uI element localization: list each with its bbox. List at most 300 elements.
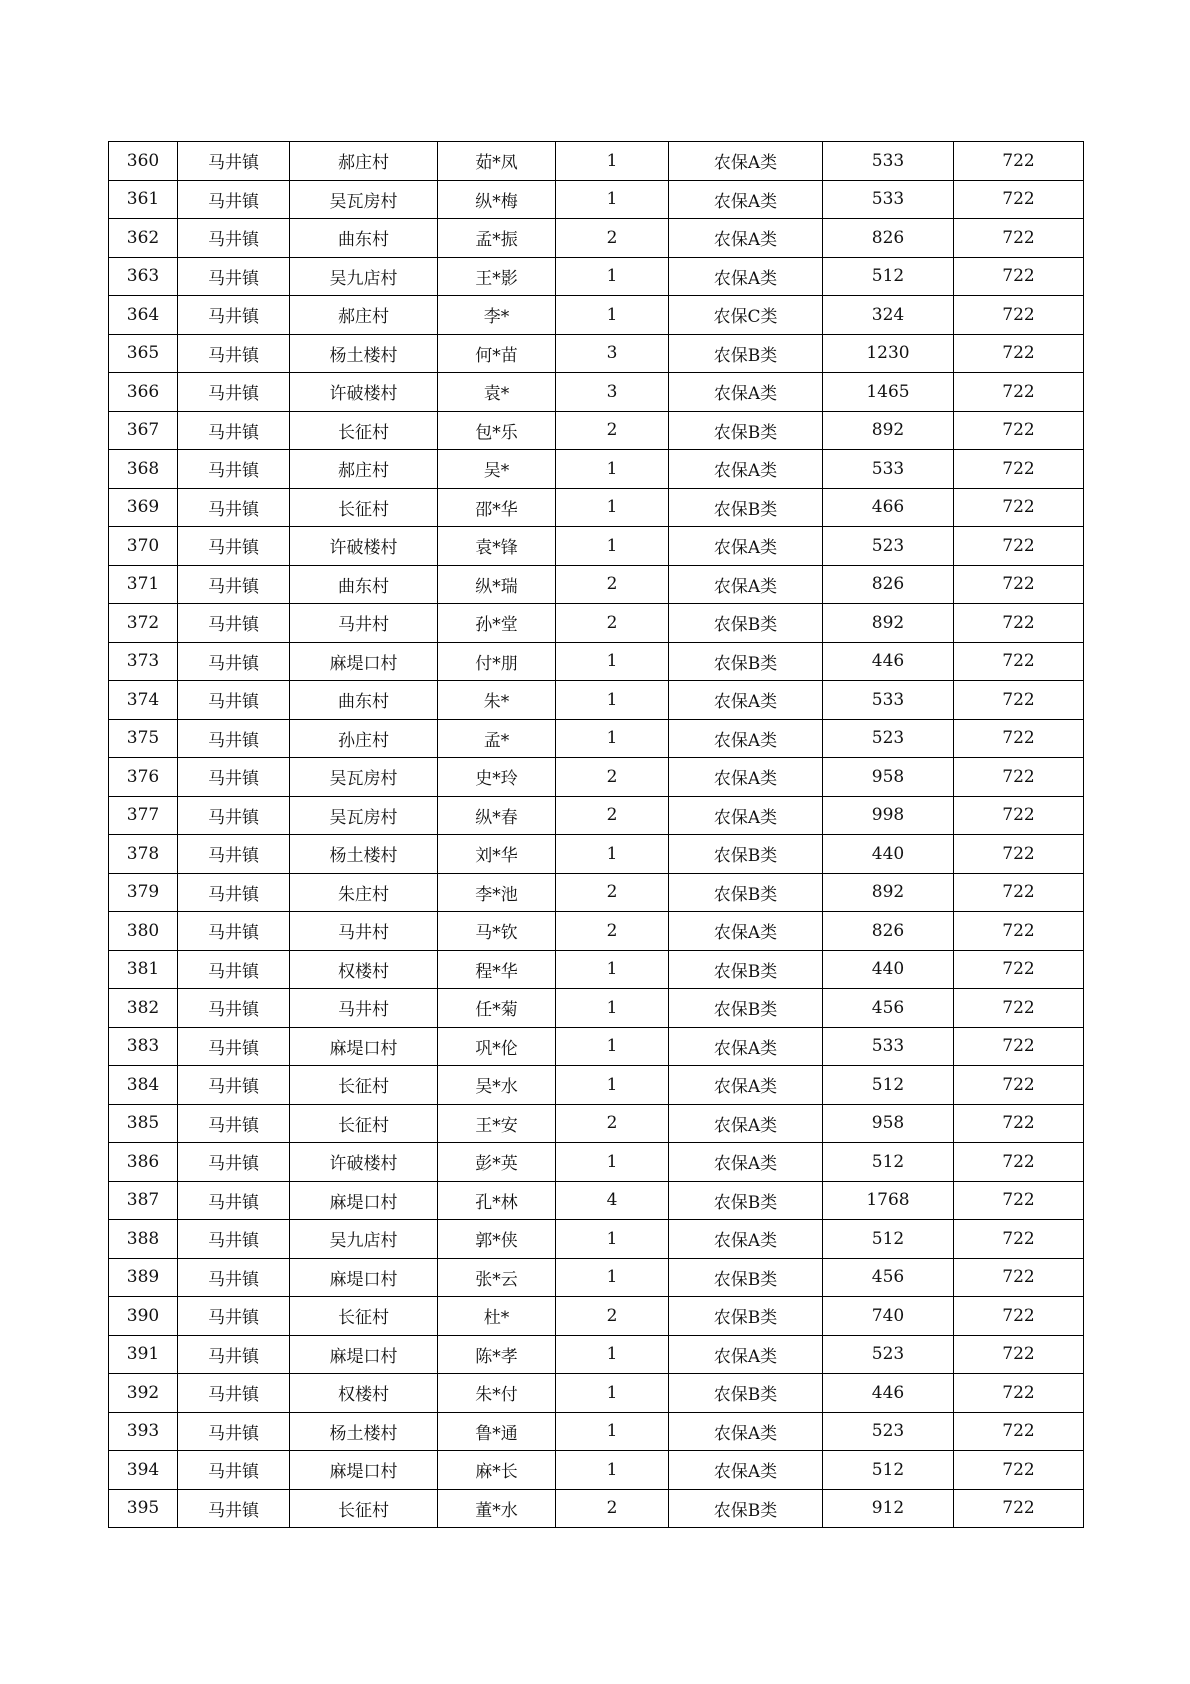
cell-town: 马井镇: [178, 1374, 290, 1413]
cell-name: 巩*伦: [438, 1027, 556, 1066]
table-row: [109, 373, 1084, 412]
cell-serial-number: 370: [109, 527, 178, 566]
cell-standard: 722: [954, 1181, 1084, 1220]
cell-serial-number: 380: [109, 912, 178, 951]
cell-household-size: 1: [556, 1143, 669, 1182]
cell-village: 许破楼村: [290, 1143, 438, 1182]
cell-village: 吴九店村: [290, 257, 438, 296]
table-row: [109, 950, 1084, 989]
cell-amount: 512: [823, 257, 954, 296]
cell-household-size: 1: [556, 257, 669, 296]
cell-serial-number: 378: [109, 835, 178, 874]
table-row: [109, 219, 1084, 258]
table-row: [109, 835, 1084, 874]
cell-standard: 722: [954, 1104, 1084, 1143]
cell-name: 张*云: [438, 1258, 556, 1297]
table-row: [109, 1335, 1084, 1374]
cell-insurance-category: 农保A类: [669, 219, 823, 258]
cell-household-size: 1: [556, 989, 669, 1028]
table-row: [109, 1374, 1084, 1413]
cell-insurance-category: 农保B类: [669, 1258, 823, 1297]
table-row: [109, 1412, 1084, 1451]
cell-serial-number: 381: [109, 950, 178, 989]
cell-standard: 722: [954, 1374, 1084, 1413]
cell-name: 茹*凤: [438, 142, 556, 181]
cell-standard: 722: [954, 411, 1084, 450]
cell-serial-number: 392: [109, 1374, 178, 1413]
cell-town: 马井镇: [178, 1027, 290, 1066]
cell-insurance-category: 农保A类: [669, 912, 823, 951]
cell-household-size: 3: [556, 373, 669, 412]
cell-insurance-category: 农保B类: [669, 835, 823, 874]
cell-town: 马井镇: [178, 1412, 290, 1451]
cell-serial-number: 377: [109, 796, 178, 835]
cell-insurance-category: 农保B类: [669, 411, 823, 450]
cell-town: 马井镇: [178, 1489, 290, 1528]
cell-household-size: 1: [556, 527, 669, 566]
cell-village: 权楼村: [290, 950, 438, 989]
cell-town: 马井镇: [178, 681, 290, 720]
cell-serial-number: 384: [109, 1066, 178, 1105]
cell-amount: 440: [823, 950, 954, 989]
cell-amount: 826: [823, 912, 954, 951]
cell-name: 李*池: [438, 873, 556, 912]
cell-name: 纵*梅: [438, 180, 556, 219]
cell-village: 曲东村: [290, 681, 438, 720]
table-row: [109, 257, 1084, 296]
table-row: [109, 1143, 1084, 1182]
cell-name: 包*乐: [438, 411, 556, 450]
cell-serial-number: 364: [109, 296, 178, 335]
cell-village: 麻堤口村: [290, 1027, 438, 1066]
cell-town: 马井镇: [178, 180, 290, 219]
cell-village: 麻堤口村: [290, 1335, 438, 1374]
cell-name: 孟*: [438, 719, 556, 758]
cell-village: 麻堤口村: [290, 642, 438, 681]
cell-town: 马井镇: [178, 450, 290, 489]
cell-amount: 523: [823, 527, 954, 566]
cell-name: 董*水: [438, 1489, 556, 1528]
cell-household-size: 1: [556, 1066, 669, 1105]
cell-household-size: 1: [556, 142, 669, 181]
cell-insurance-category: 农保A类: [669, 758, 823, 797]
cell-insurance-category: 农保B类: [669, 1489, 823, 1528]
cell-name: 朱*: [438, 681, 556, 720]
cell-household-size: 1: [556, 1220, 669, 1259]
cell-insurance-category: 农保C类: [669, 296, 823, 335]
cell-insurance-category: 农保A类: [669, 142, 823, 181]
cell-village: 朱庄村: [290, 873, 438, 912]
cell-town: 马井镇: [178, 527, 290, 566]
cell-serial-number: 379: [109, 873, 178, 912]
cell-town: 马井镇: [178, 1066, 290, 1105]
cell-amount: 826: [823, 565, 954, 604]
cell-standard: 722: [954, 604, 1084, 643]
cell-name: 孟*振: [438, 219, 556, 258]
cell-town: 马井镇: [178, 1181, 290, 1220]
cell-serial-number: 363: [109, 257, 178, 296]
cell-town: 马井镇: [178, 1335, 290, 1374]
cell-insurance-category: 农保A类: [669, 1104, 823, 1143]
cell-amount: 456: [823, 989, 954, 1028]
cell-serial-number: 371: [109, 565, 178, 604]
cell-household-size: 1: [556, 719, 669, 758]
cell-household-size: 1: [556, 835, 669, 874]
table-row: [109, 1489, 1084, 1528]
cell-town: 马井镇: [178, 604, 290, 643]
cell-standard: 722: [954, 912, 1084, 951]
cell-insurance-category: 农保B类: [669, 1181, 823, 1220]
cell-standard: 722: [954, 835, 1084, 874]
table-row: [109, 527, 1084, 566]
cell-insurance-category: 农保A类: [669, 373, 823, 412]
table-row: [109, 1258, 1084, 1297]
cell-name: 郭*侠: [438, 1220, 556, 1259]
cell-amount: 446: [823, 1374, 954, 1413]
cell-serial-number: 369: [109, 488, 178, 527]
cell-village: 吴瓦房村: [290, 180, 438, 219]
cell-insurance-category: 农保A类: [669, 565, 823, 604]
cell-amount: 533: [823, 450, 954, 489]
cell-village: 马井村: [290, 912, 438, 951]
table-row: [109, 796, 1084, 835]
cell-insurance-category: 农保B类: [669, 642, 823, 681]
cell-town: 马井镇: [178, 758, 290, 797]
cell-amount: 998: [823, 796, 954, 835]
cell-serial-number: 383: [109, 1027, 178, 1066]
cell-serial-number: 366: [109, 373, 178, 412]
cell-name: 陈*孝: [438, 1335, 556, 1374]
cell-standard: 722: [954, 180, 1084, 219]
cell-insurance-category: 农保A类: [669, 1335, 823, 1374]
cell-standard: 722: [954, 565, 1084, 604]
cell-household-size: 1: [556, 642, 669, 681]
cell-household-size: 1: [556, 1027, 669, 1066]
cell-village: 许破楼村: [290, 527, 438, 566]
table-row: [109, 1066, 1084, 1105]
table-row: [109, 1027, 1084, 1066]
cell-name: 史*玲: [438, 758, 556, 797]
cell-village: 长征村: [290, 411, 438, 450]
cell-insurance-category: 农保B类: [669, 334, 823, 373]
table-row: [109, 1297, 1084, 1336]
cell-household-size: 2: [556, 873, 669, 912]
cell-town: 马井镇: [178, 296, 290, 335]
cell-household-size: 4: [556, 1181, 669, 1220]
cell-name: 吴*: [438, 450, 556, 489]
cell-insurance-category: 农保A类: [669, 681, 823, 720]
cell-amount: 512: [823, 1066, 954, 1105]
table-row: [109, 296, 1084, 335]
cell-village: 麻堤口村: [290, 1258, 438, 1297]
cell-amount: 446: [823, 642, 954, 681]
table-row: [109, 180, 1084, 219]
cell-standard: 722: [954, 1297, 1084, 1336]
table-row: [109, 604, 1084, 643]
cell-village: 杨土楼村: [290, 835, 438, 874]
cell-serial-number: 361: [109, 180, 178, 219]
cell-household-size: 1: [556, 296, 669, 335]
cell-town: 马井镇: [178, 950, 290, 989]
cell-insurance-category: 农保A类: [669, 527, 823, 566]
cell-insurance-category: 农保B类: [669, 989, 823, 1028]
cell-town: 马井镇: [178, 873, 290, 912]
cell-standard: 722: [954, 758, 1084, 797]
cell-serial-number: 372: [109, 604, 178, 643]
cell-serial-number: 390: [109, 1297, 178, 1336]
cell-village: 杨土楼村: [290, 1412, 438, 1451]
cell-name: 王*影: [438, 257, 556, 296]
cell-village: 许破楼村: [290, 373, 438, 412]
cell-household-size: 2: [556, 604, 669, 643]
cell-household-size: 1: [556, 1258, 669, 1297]
cell-village: 长征村: [290, 1489, 438, 1528]
cell-name: 王*安: [438, 1104, 556, 1143]
cell-village: 吴九店村: [290, 1220, 438, 1259]
cell-household-size: 3: [556, 334, 669, 373]
cell-town: 马井镇: [178, 912, 290, 951]
cell-town: 马井镇: [178, 642, 290, 681]
cell-town: 马井镇: [178, 719, 290, 758]
cell-serial-number: 360: [109, 142, 178, 181]
cell-town: 马井镇: [178, 1258, 290, 1297]
cell-insurance-category: 农保B类: [669, 488, 823, 527]
table-row: [109, 758, 1084, 797]
cell-household-size: 1: [556, 681, 669, 720]
cell-name: 彭*英: [438, 1143, 556, 1182]
cell-serial-number: 365: [109, 334, 178, 373]
cell-name: 朱*付: [438, 1374, 556, 1413]
cell-name: 刘*华: [438, 835, 556, 874]
cell-name: 付*朋: [438, 642, 556, 681]
cell-amount: 523: [823, 1335, 954, 1374]
cell-village: 郝庄村: [290, 450, 438, 489]
cell-amount: 1465: [823, 373, 954, 412]
cell-village: 麻堤口村: [290, 1451, 438, 1490]
cell-name: 马*钦: [438, 912, 556, 951]
cell-amount: 512: [823, 1220, 954, 1259]
cell-insurance-category: 农保A类: [669, 1220, 823, 1259]
cell-household-size: 2: [556, 1297, 669, 1336]
cell-name: 纵*春: [438, 796, 556, 835]
cell-household-size: 2: [556, 912, 669, 951]
cell-insurance-category: 农保B类: [669, 873, 823, 912]
cell-serial-number: 391: [109, 1335, 178, 1374]
cell-amount: 892: [823, 873, 954, 912]
cell-amount: 466: [823, 488, 954, 527]
cell-amount: 533: [823, 180, 954, 219]
cell-serial-number: 385: [109, 1104, 178, 1143]
cell-standard: 722: [954, 1258, 1084, 1297]
cell-standard: 722: [954, 334, 1084, 373]
cell-standard: 722: [954, 1066, 1084, 1105]
cell-standard: 722: [954, 488, 1084, 527]
cell-insurance-category: 农保A类: [669, 1451, 823, 1490]
cell-amount: 740: [823, 1297, 954, 1336]
cell-standard: 722: [954, 1335, 1084, 1374]
cell-amount: 533: [823, 1027, 954, 1066]
cell-serial-number: 387: [109, 1181, 178, 1220]
cell-insurance-category: 农保B类: [669, 604, 823, 643]
cell-village: 权楼村: [290, 1374, 438, 1413]
cell-amount: 1768: [823, 1181, 954, 1220]
cell-serial-number: 393: [109, 1412, 178, 1451]
beneficiary-table: [108, 141, 1084, 1528]
cell-amount: 523: [823, 719, 954, 758]
cell-serial-number: 375: [109, 719, 178, 758]
cell-insurance-category: 农保A类: [669, 1027, 823, 1066]
cell-village: 长征村: [290, 488, 438, 527]
cell-standard: 722: [954, 642, 1084, 681]
cell-amount: 892: [823, 604, 954, 643]
cell-amount: 826: [823, 219, 954, 258]
cell-village: 马井村: [290, 604, 438, 643]
cell-village: 长征村: [290, 1104, 438, 1143]
cell-standard: 722: [954, 1489, 1084, 1528]
cell-village: 吴瓦房村: [290, 758, 438, 797]
cell-town: 马井镇: [178, 373, 290, 412]
table-row: [109, 411, 1084, 450]
cell-serial-number: 389: [109, 1258, 178, 1297]
cell-insurance-category: 农保A类: [669, 796, 823, 835]
cell-amount: 512: [823, 1451, 954, 1490]
cell-standard: 722: [954, 873, 1084, 912]
cell-village: 麻堤口村: [290, 1181, 438, 1220]
cell-household-size: 1: [556, 450, 669, 489]
cell-serial-number: 374: [109, 681, 178, 720]
cell-village: 曲东村: [290, 565, 438, 604]
cell-town: 马井镇: [178, 989, 290, 1028]
cell-amount: 958: [823, 1104, 954, 1143]
cell-serial-number: 395: [109, 1489, 178, 1528]
cell-standard: 722: [954, 1220, 1084, 1259]
cell-standard: 722: [954, 1451, 1084, 1490]
cell-name: 孙*堂: [438, 604, 556, 643]
table-row: [109, 1451, 1084, 1490]
cell-village: 马井村: [290, 989, 438, 1028]
cell-village: 曲东村: [290, 219, 438, 258]
cell-serial-number: 386: [109, 1143, 178, 1182]
cell-standard: 722: [954, 1027, 1084, 1066]
cell-amount: 958: [823, 758, 954, 797]
table-row: [109, 642, 1084, 681]
cell-town: 马井镇: [178, 411, 290, 450]
cell-household-size: 1: [556, 950, 669, 989]
cell-town: 马井镇: [178, 1220, 290, 1259]
cell-insurance-category: 农保B类: [669, 950, 823, 989]
cell-serial-number: 376: [109, 758, 178, 797]
cell-standard: 722: [954, 296, 1084, 335]
cell-town: 马井镇: [178, 334, 290, 373]
cell-household-size: 2: [556, 565, 669, 604]
cell-name: 何*苗: [438, 334, 556, 373]
cell-amount: 523: [823, 1412, 954, 1451]
cell-village: 郝庄村: [290, 296, 438, 335]
cell-name: 袁*: [438, 373, 556, 412]
cell-insurance-category: 农保A类: [669, 1143, 823, 1182]
cell-standard: 722: [954, 989, 1084, 1028]
cell-insurance-category: 农保A类: [669, 450, 823, 489]
cell-household-size: 2: [556, 1104, 669, 1143]
table-row: [109, 989, 1084, 1028]
cell-town: 马井镇: [178, 565, 290, 604]
cell-household-size: 1: [556, 1335, 669, 1374]
cell-standard: 722: [954, 719, 1084, 758]
cell-standard: 722: [954, 681, 1084, 720]
table-row: [109, 912, 1084, 951]
cell-standard: 722: [954, 796, 1084, 835]
cell-household-size: 2: [556, 758, 669, 797]
cell-village: 长征村: [290, 1066, 438, 1105]
cell-standard: 722: [954, 257, 1084, 296]
cell-household-size: 2: [556, 219, 669, 258]
cell-household-size: 2: [556, 411, 669, 450]
table-row: [109, 488, 1084, 527]
cell-standard: 722: [954, 450, 1084, 489]
cell-name: 袁*锋: [438, 527, 556, 566]
cell-standard: 722: [954, 1143, 1084, 1182]
cell-amount: 324: [823, 296, 954, 335]
cell-insurance-category: 农保A类: [669, 1412, 823, 1451]
cell-amount: 892: [823, 411, 954, 450]
cell-name: 吴*水: [438, 1066, 556, 1105]
cell-name: 任*菊: [438, 989, 556, 1028]
cell-serial-number: 368: [109, 450, 178, 489]
table-row: [109, 873, 1084, 912]
cell-insurance-category: 农保A类: [669, 180, 823, 219]
cell-insurance-category: 农保B类: [669, 1297, 823, 1336]
cell-standard: 722: [954, 1412, 1084, 1451]
table-row: [109, 681, 1084, 720]
table-row: [109, 1220, 1084, 1259]
cell-standard: 722: [954, 950, 1084, 989]
cell-name: 李*: [438, 296, 556, 335]
cell-name: 杜*: [438, 1297, 556, 1336]
cell-town: 马井镇: [178, 219, 290, 258]
cell-town: 马井镇: [178, 1297, 290, 1336]
table-row: [109, 450, 1084, 489]
cell-serial-number: 394: [109, 1451, 178, 1490]
cell-amount: 533: [823, 142, 954, 181]
cell-amount: 533: [823, 681, 954, 720]
cell-amount: 512: [823, 1143, 954, 1182]
cell-name: 邵*华: [438, 488, 556, 527]
cell-town: 马井镇: [178, 142, 290, 181]
cell-household-size: 1: [556, 1374, 669, 1413]
cell-village: 吴瓦房村: [290, 796, 438, 835]
cell-serial-number: 382: [109, 989, 178, 1028]
cell-town: 马井镇: [178, 796, 290, 835]
cell-household-size: 1: [556, 488, 669, 527]
cell-household-size: 1: [556, 1412, 669, 1451]
cell-insurance-category: 农保A类: [669, 257, 823, 296]
cell-serial-number: 367: [109, 411, 178, 450]
cell-town: 马井镇: [178, 1143, 290, 1182]
cell-serial-number: 388: [109, 1220, 178, 1259]
cell-name: 程*华: [438, 950, 556, 989]
table-row: [109, 719, 1084, 758]
cell-town: 马井镇: [178, 257, 290, 296]
cell-name: 孔*林: [438, 1181, 556, 1220]
cell-name: 纵*瑞: [438, 565, 556, 604]
cell-amount: 912: [823, 1489, 954, 1528]
cell-insurance-category: 农保A类: [669, 1066, 823, 1105]
cell-village: 郝庄村: [290, 142, 438, 181]
cell-household-size: 1: [556, 1451, 669, 1490]
cell-town: 马井镇: [178, 488, 290, 527]
cell-standard: 722: [954, 527, 1084, 566]
table-row: [109, 142, 1084, 181]
